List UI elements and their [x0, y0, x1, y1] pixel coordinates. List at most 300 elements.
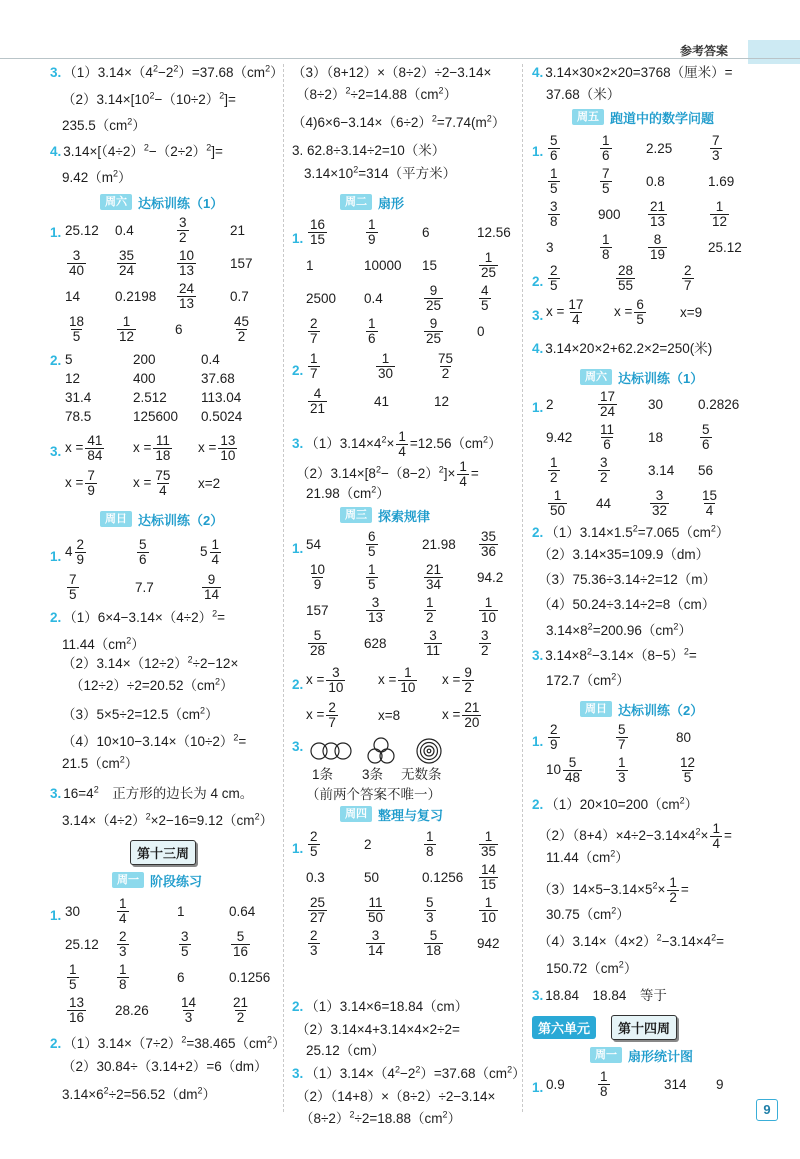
answer-cell [477, 863, 537, 892]
question-number: 1. [532, 400, 544, 415]
fraction: $\frac{1}{10}$ [400, 665, 416, 695]
fraction: $\frac{1}{4}$ [459, 459, 467, 489]
answer-cell: 0.7 [230, 289, 249, 304]
answer-cell: 942 [477, 936, 500, 951]
answer-cell [65, 996, 115, 1025]
ring-label: 1条 [312, 767, 334, 782]
answer-grid [65, 538, 270, 602]
answer-line: （3）75.36÷3.14÷2=12（m） [538, 572, 717, 587]
answer-line: （4）50.24÷3.14÷2=8（cm） [538, 597, 716, 612]
answer-line: 4. 3.14×20×2+62.2×2=250(米) [532, 341, 713, 356]
answer-cell: 15 [422, 258, 438, 273]
question-number: 1. [50, 225, 62, 240]
fraction: $\frac{5}{6}$ [702, 422, 710, 452]
fraction: $\frac{2}{3}$ [119, 929, 127, 959]
answer-cell: x = $\frac{9}{2}$ [442, 665, 472, 695]
answer-line: （2）3.14×35=109.9（dm） [538, 547, 710, 562]
answer-cell: 157 [306, 603, 329, 618]
fraction: $\frac{1}{8}$ [602, 232, 610, 262]
answer-cell: 628 [364, 636, 387, 651]
answer-line: $(8\div 2)^2\div 2=14.88(cm^2)$ [296, 85, 458, 102]
answer-cell [422, 896, 477, 925]
answer-line: $21.98(cm^2)$ [306, 484, 390, 501]
answer-cell: 0 [477, 324, 485, 339]
answer-cell: 0.3 [306, 870, 325, 885]
unit-label: 第六单元 [532, 1016, 596, 1039]
question-number: 3. [532, 308, 544, 323]
answer-cell [306, 929, 364, 958]
answer-cell [115, 963, 177, 992]
answer-line: 3. $3.14\times 8^2-3.14\times(8-5)^2=$ [532, 646, 697, 663]
fraction: $\frac{5}{3}$ [426, 895, 434, 925]
answer-line: $(2)(8+4)\times 4\div 2-3.14\times 4^2\times$ $\frac{1}{4}$ = [538, 821, 732, 851]
answer-cell [306, 563, 364, 592]
answer-line: 3. 62.8÷3.14÷2=10（米） [292, 143, 446, 158]
answer-cell [596, 456, 648, 485]
fraction: $\frac{11}{18}$ [155, 433, 171, 463]
answer-cell: 0.5024 [201, 409, 243, 424]
answer-cell: 50 [364, 870, 380, 885]
answer-line: 2. $(1)6\times 4-3.14\times(4\div 2)^2=$ [50, 608, 226, 625]
answer-cell [115, 249, 175, 278]
answer-cell: 28.26 [115, 1003, 149, 1018]
answer-line: $(8\div 2)^2\div 2=18.88(cm^2)$ [300, 1109, 462, 1126]
fraction: $\frac{1}{12}$ [119, 314, 135, 344]
answer-cell: x = $\frac{41}{84}$ [65, 433, 103, 463]
answer-line: 37.68（米） [546, 87, 621, 102]
answer-cell [364, 596, 422, 625]
answer-line: $(2)3.14\times[10^2-(10\div 2)^2]=$ [62, 90, 236, 107]
question-number: 2. [532, 274, 544, 289]
answer-cell: x=2 [198, 476, 221, 491]
answer-cell [546, 723, 614, 752]
fraction: $\frac{1}{7}$ [310, 351, 318, 381]
answer-cell: 30 [648, 397, 664, 412]
answer-grid [546, 264, 740, 293]
fraction: $\frac{1}{6}$ [368, 316, 376, 346]
answer-cell [434, 352, 494, 381]
answer-cell [546, 489, 596, 518]
fraction: $\frac{10}{9}$ [310, 562, 326, 592]
answer-cell [422, 830, 477, 859]
answer-cell: 125600 [133, 409, 179, 424]
section-heading: 周六 达标训练（1） [580, 368, 720, 386]
answer-cell [676, 756, 736, 785]
answer-cell [175, 282, 230, 311]
fraction: $\frac{1}{10}$ [481, 895, 497, 925]
fraction: $\frac{3}{2}$ [179, 215, 187, 245]
answer-cell [546, 200, 598, 229]
answer-grid [546, 390, 758, 518]
answer-cell [708, 200, 768, 229]
section-heading: 周一 扇形统计图 [590, 1046, 730, 1064]
fraction: $\frac{1}{8}$ [119, 962, 127, 992]
answer-line: $(2)3.14\times(12\div 2)^2\div 2-12\times$ [62, 654, 239, 671]
answer-cell [306, 317, 364, 346]
fraction: $\frac{17}{24}$ [600, 389, 616, 419]
fraction: $\frac{2}{3}$ [310, 928, 318, 958]
fraction: $\frac{2}{7}$ [310, 316, 318, 346]
fraction: $\frac{1}{6}$ [602, 133, 610, 163]
fraction: $\frac{16}{15}$ [310, 217, 326, 247]
answer-line: $150.72(cm^2)$ [546, 959, 638, 976]
answer-cell [614, 264, 680, 293]
fraction: $\frac{5}{18}$ [426, 928, 442, 958]
answer-cell [546, 264, 614, 293]
answer-cell: 113.04 [201, 390, 242, 405]
answer-grid [65, 216, 290, 344]
question-number: 1. [532, 734, 544, 749]
answer-cell: 0.4 [115, 223, 134, 238]
answer-cell [306, 387, 374, 416]
answer-line: $(3)14\times 5-3.14\times 5^2\times$ $\frac{1}{2}$ = [538, 875, 689, 905]
week-label: 第十四周 [611, 1015, 677, 1040]
answer-cell [596, 423, 648, 452]
answer-cell [306, 352, 374, 381]
answer-cell [596, 390, 648, 419]
answer-line: $(12\div 2)\div 2=20.52(cm^2)$ [70, 676, 234, 693]
answer-cell [65, 249, 115, 278]
answer-cell [364, 530, 422, 559]
answer-line: 2. $(1)20\times 10=200(cm^2)$ [532, 795, 699, 812]
fraction: $\frac{3}{8}$ [550, 199, 558, 229]
answer-cell: 3.14 [648, 463, 675, 478]
answer-cell: 157 [230, 256, 253, 271]
answer-cell: 0.8 [646, 174, 665, 189]
answer-cell: 54 [306, 537, 322, 552]
answer-cell: 5 [65, 352, 73, 367]
answer-line: $172.7(cm^2)$ [546, 671, 630, 688]
answer-cell: 7.7 [135, 580, 154, 595]
fraction: $\frac{3}{2}$ [600, 455, 608, 485]
fraction: $\frac{3}{10}$ [328, 665, 344, 695]
answer-cell: 25.12 [708, 240, 742, 255]
answer-line: 25.12（cm） [306, 1043, 385, 1058]
fraction: $\frac{6}{5}$ [636, 297, 644, 327]
question-number: 1. [292, 841, 304, 856]
fraction: $\frac{1}{5}$ [368, 562, 376, 592]
answer-grid [306, 530, 537, 658]
answer-cell: 6 [177, 970, 185, 985]
question-number: 1. [532, 144, 544, 159]
section-heading: 周日 达标训练（2） [100, 510, 240, 528]
answer-cell: 0.2826 [698, 397, 740, 412]
answer-cell [306, 218, 364, 247]
answer-cell: 900 [598, 207, 621, 222]
page-number: 9 [756, 1099, 778, 1121]
answer-cell: 400 [133, 371, 156, 386]
fraction: $\frac{9}{2}$ [464, 665, 472, 695]
fraction: $\frac{3}{11}$ [426, 628, 441, 658]
answer-line: $(2)3.14\times[8^2-(8-2)^2]\times$ $\frac{1}{4}$ = [296, 459, 479, 489]
answer-cell: 12 [65, 371, 81, 386]
answer-cell: 12.56 [477, 225, 511, 240]
answer-line: $11.44(cm^2)$ [62, 635, 145, 652]
fraction: $\frac{17}{4}$ [568, 297, 584, 327]
answer-cell: 18 [648, 430, 664, 445]
fraction: $\frac{4}{21}$ [310, 386, 326, 416]
answer-cell: 78.5 [65, 409, 92, 424]
answer-cell [598, 233, 646, 262]
answer-line: 4. $3.14\times[(4\div 2)^2-(2\div 2)^2]=$ [50, 142, 223, 159]
answer-cell: 10 $\frac{5}{48}$ [546, 755, 581, 785]
answer-cell [422, 284, 477, 313]
answer-cell [374, 352, 434, 381]
page-header-title: 参考答案 [680, 44, 729, 58]
answer-cell [477, 896, 537, 925]
answer-cell [646, 233, 708, 262]
question-number: 3. [292, 739, 304, 754]
answer-grid [546, 134, 768, 262]
answer-cell [477, 629, 537, 658]
fraction: $\frac{1}{4}$ [211, 537, 220, 567]
answer-line: 4. 3.14×30×2×20=3768（厘米）= [532, 65, 733, 80]
answer-cell: 80 [676, 730, 692, 745]
answer-cell [364, 929, 422, 958]
answer-cell [364, 896, 422, 925]
three-circles-icon [368, 738, 394, 763]
section-heading: 周日 达标训练（2） [580, 700, 720, 718]
answer-cell [598, 167, 646, 196]
answer-cell: 6 [422, 225, 430, 240]
answer-cell [680, 264, 740, 293]
fraction: $\frac{1}{8}$ [600, 1069, 608, 1099]
fraction: $\frac{4}{5}$ [481, 283, 489, 313]
fraction: $\frac{1}{4}$ [712, 821, 720, 851]
fraction: $\frac{75}{2}$ [438, 351, 454, 381]
answer-line: （2）（14+8）×（8÷2）÷2−3.14× [296, 1089, 496, 1104]
answer-cell [115, 930, 177, 959]
answer-cell: 12 [434, 394, 450, 409]
answer-grid [65, 434, 263, 498]
answer-cell: 9.42 [546, 430, 573, 445]
answer-cell: 0.1256 [229, 970, 271, 985]
answer-cell: 1 [177, 904, 185, 919]
answer-cell: x=8 [378, 708, 401, 723]
answer-line: （2）30.84÷（3.14+2）=6（dm） [62, 1059, 268, 1074]
fraction: $\frac{13}{16}$ [69, 995, 85, 1025]
question-number: 2. [292, 677, 304, 692]
fraction: $\frac{2}{5}$ [310, 829, 318, 859]
answer-cell: x = $\frac{21}{20}$ [442, 700, 480, 730]
answer-cell: 0.2198 [115, 289, 157, 304]
fraction: $\frac{7}{5}$ [602, 166, 610, 196]
section-heading: 周六 达标训练（1） [100, 193, 240, 211]
answer-cell [177, 996, 229, 1025]
answer-line: $3.14\times 8^2=200.96(cm^2)$ [546, 621, 692, 638]
answer-cell [65, 573, 135, 602]
fraction: $\frac{21}{20}$ [464, 700, 480, 730]
fraction: $\frac{5}{28}$ [310, 628, 326, 658]
answer-cell [135, 538, 200, 567]
fraction: $\frac{1}{2}$ [550, 455, 558, 485]
fraction: $\frac{75}{4}$ [155, 468, 171, 498]
fraction: $\frac{11}{50}$ [368, 895, 384, 925]
fraction: $\frac{5}{6}$ [550, 133, 558, 163]
answer-grid [546, 1070, 756, 1099]
answer-cell: x = $\frac{75}{4}$ [133, 468, 171, 498]
answer-line: $9.42(m^2)$ [62, 168, 132, 185]
fraction: $\frac{1}{30}$ [378, 351, 394, 381]
answer-grid [306, 666, 512, 730]
answer-cell: 1.69 [708, 174, 735, 189]
note: （前两个答案不唯一） [306, 787, 441, 802]
answer-grid [306, 218, 537, 346]
fraction: $\frac{1}{25}$ [481, 250, 497, 280]
answer-cell: 2.512 [133, 390, 167, 405]
fraction: $\frac{45}{2}$ [234, 314, 250, 344]
fraction: $\frac{3}{40}$ [69, 248, 85, 278]
answer-line: $3.14\times 10^2=314$（平方米） [304, 164, 457, 181]
fraction: $\frac{35}{36}$ [481, 529, 497, 559]
answer-cell: x = $\frac{1}{10}$ [378, 665, 416, 695]
fraction: $\frac{18}{5}$ [69, 314, 85, 344]
answer-cell: 2 [364, 837, 372, 852]
answer-cell [65, 963, 115, 992]
fraction: $\frac{14}{15}$ [481, 862, 497, 892]
answer-cell [422, 563, 477, 592]
fraction: $\frac{6}{5}$ [368, 529, 376, 559]
answer-cell [364, 218, 422, 247]
fraction: $\frac{1}{2}$ [426, 595, 434, 625]
question-number: 3. [50, 444, 62, 459]
answer-cell [422, 317, 477, 346]
fraction: $\frac{1}{10}$ [481, 595, 497, 625]
answer-cell [422, 929, 477, 958]
answer-cell: 314 [664, 1077, 687, 1092]
question-number: 1. [292, 231, 304, 246]
fraction: $\frac{2}{5}$ [550, 263, 558, 293]
answer-line: $(4)6\times 6-3.14\times(6\div 2)^2=7.74(m^2)$ [292, 113, 506, 130]
answer-cell: 56 [698, 463, 714, 478]
answer-cell: 14 [65, 289, 81, 304]
fraction: $\frac{1}{9}$ [368, 217, 376, 247]
answer-cell [596, 1070, 664, 1099]
answer-cell: 25.12 [65, 937, 99, 952]
fraction: $\frac{24}{13}$ [179, 281, 195, 311]
fraction: $\frac{5}{6}$ [139, 537, 147, 567]
fraction: $\frac{7}{3}$ [712, 133, 720, 163]
answer-cell: x = $\frac{3}{10}$ [306, 665, 344, 695]
answer-cell: x = $\frac{7}{9}$ [65, 468, 95, 498]
fraction: $\frac{1}{4}$ [119, 896, 127, 926]
fraction: $\frac{3}{14}$ [368, 928, 384, 958]
section-heading: 周五 跑道中的数学问题 [572, 108, 772, 126]
circles-diagram [306, 737, 446, 765]
fraction: $\frac{8}{19}$ [650, 232, 666, 262]
fraction: $\frac{3}{13}$ [368, 595, 384, 625]
fraction: $\frac{1}{8}$ [426, 829, 434, 859]
section-heading: 周二 扇形 [340, 193, 480, 211]
answer-cell [230, 315, 290, 344]
answer-cell [364, 563, 422, 592]
fraction: $\frac{21}{34}$ [426, 562, 442, 592]
answer-cell: 2 [546, 397, 554, 412]
two-circles-icon [311, 743, 351, 759]
answer-line: $21.5(cm^2)$ [62, 754, 139, 771]
answer-line: $(3)5\times 5\div 2=12.5(cm^2)$ [62, 705, 219, 722]
concentric-circles-icon [417, 739, 441, 763]
answer-cell: 1 [306, 258, 314, 273]
fraction: $\frac{3}{32}$ [652, 488, 668, 518]
fraction: $\frac{9}{25}$ [426, 283, 442, 313]
fraction: $\frac{13}{10}$ [220, 433, 236, 463]
fraction: $\frac{1}{4}$ [398, 429, 406, 459]
answer-cell: 5 $\frac{1}{4}$ [200, 537, 220, 567]
answer-cell: x = $\frac{11}{18}$ [133, 433, 171, 463]
answer-cell [698, 489, 758, 518]
answer-line: $3.14\times(4\div 2)^2\times 2-16=9.12(cm^2)$ [62, 811, 274, 828]
answer-line: $(4)10\times 10-3.14\times(10\div 2)^2=$ [62, 732, 247, 749]
answer-cell: 9 [716, 1077, 724, 1092]
answer-grid [306, 830, 537, 958]
answer-cell [477, 596, 537, 625]
fraction: $\frac{2}{9}$ [550, 722, 558, 752]
fraction: $\frac{2}{7}$ [328, 700, 336, 730]
header-accent-bar [748, 40, 800, 64]
answer-cell: x = $\frac{6}{5}$ [614, 297, 644, 327]
answer-cell: 6 [175, 322, 183, 337]
answer-cell [598, 134, 646, 163]
answer-line: $30.75(cm^2)$ [546, 905, 630, 922]
answer-line: $11.44(cm^2)$ [546, 848, 629, 865]
fraction: $\frac{14}{3}$ [181, 995, 197, 1025]
fraction: $\frac{21}{13}$ [650, 199, 666, 229]
answer-cell [546, 456, 596, 485]
answer-cell [175, 249, 230, 278]
answer-cell [422, 629, 477, 658]
answer-line: $(4)3.14\times(4\times 2)^2-3.14\times 4^2=$ [538, 932, 725, 949]
answer-line: $235.5(cm^2)$ [62, 116, 146, 133]
answer-cell: 21 [230, 223, 246, 238]
answer-cell: x = $\frac{2}{7}$ [306, 700, 336, 730]
answer-cell: 41 [374, 394, 390, 409]
fraction: $\frac{9}{14}$ [204, 572, 220, 602]
answer-cell [546, 134, 598, 163]
answer-cell [698, 423, 758, 452]
answer-line: 2. $(1)3.14\times 1.5^2=7.065(cm^2)$ [532, 523, 730, 540]
answer-grid [546, 298, 740, 327]
fraction: $\frac{5}{48}$ [565, 755, 581, 785]
fraction: $\frac{7}{9}$ [87, 468, 95, 498]
fraction: $\frac{1}{3}$ [618, 755, 626, 785]
answer-cell: 37.68 [201, 371, 235, 386]
answer-cell [477, 251, 537, 280]
week-label: 第十三周 [130, 840, 196, 865]
answer-cell [200, 573, 270, 602]
answer-line: 3. $16=4^2$ 正方形的边长为 4 cm。 [50, 784, 254, 801]
question-number: 1. [532, 1080, 544, 1095]
answer-line: 3. $(1)3.14\times(4^2-2^2)=37.68(cm^2)$ [50, 63, 284, 80]
ring-label: 无数条 [401, 767, 442, 782]
answer-cell: 0.4 [364, 291, 383, 306]
answer-cell [477, 284, 537, 313]
fraction: $\frac{2}{9}$ [76, 537, 85, 567]
answer-cell [229, 930, 289, 959]
section-heading: 周一 阶段练习 [112, 871, 252, 889]
answer-cell [306, 896, 364, 925]
fraction: $\frac{3}{5}$ [181, 929, 189, 959]
fraction: $\frac{41}{84}$ [87, 433, 103, 463]
answer-cell: 94.2 [477, 570, 504, 585]
fraction: $\frac{11}{6}$ [600, 422, 615, 452]
answer-line: $3.14\times 6^2\div 2=56.52(dm^2)$ [62, 1085, 217, 1102]
answer-cell: x=9 [680, 305, 703, 320]
question-number: 2. [50, 353, 62, 368]
answer-line: 3. 18.84 18.84 等于 [532, 988, 667, 1003]
fraction: $\frac{1}{12}$ [712, 199, 728, 229]
answer-cell: 0.64 [229, 904, 256, 919]
